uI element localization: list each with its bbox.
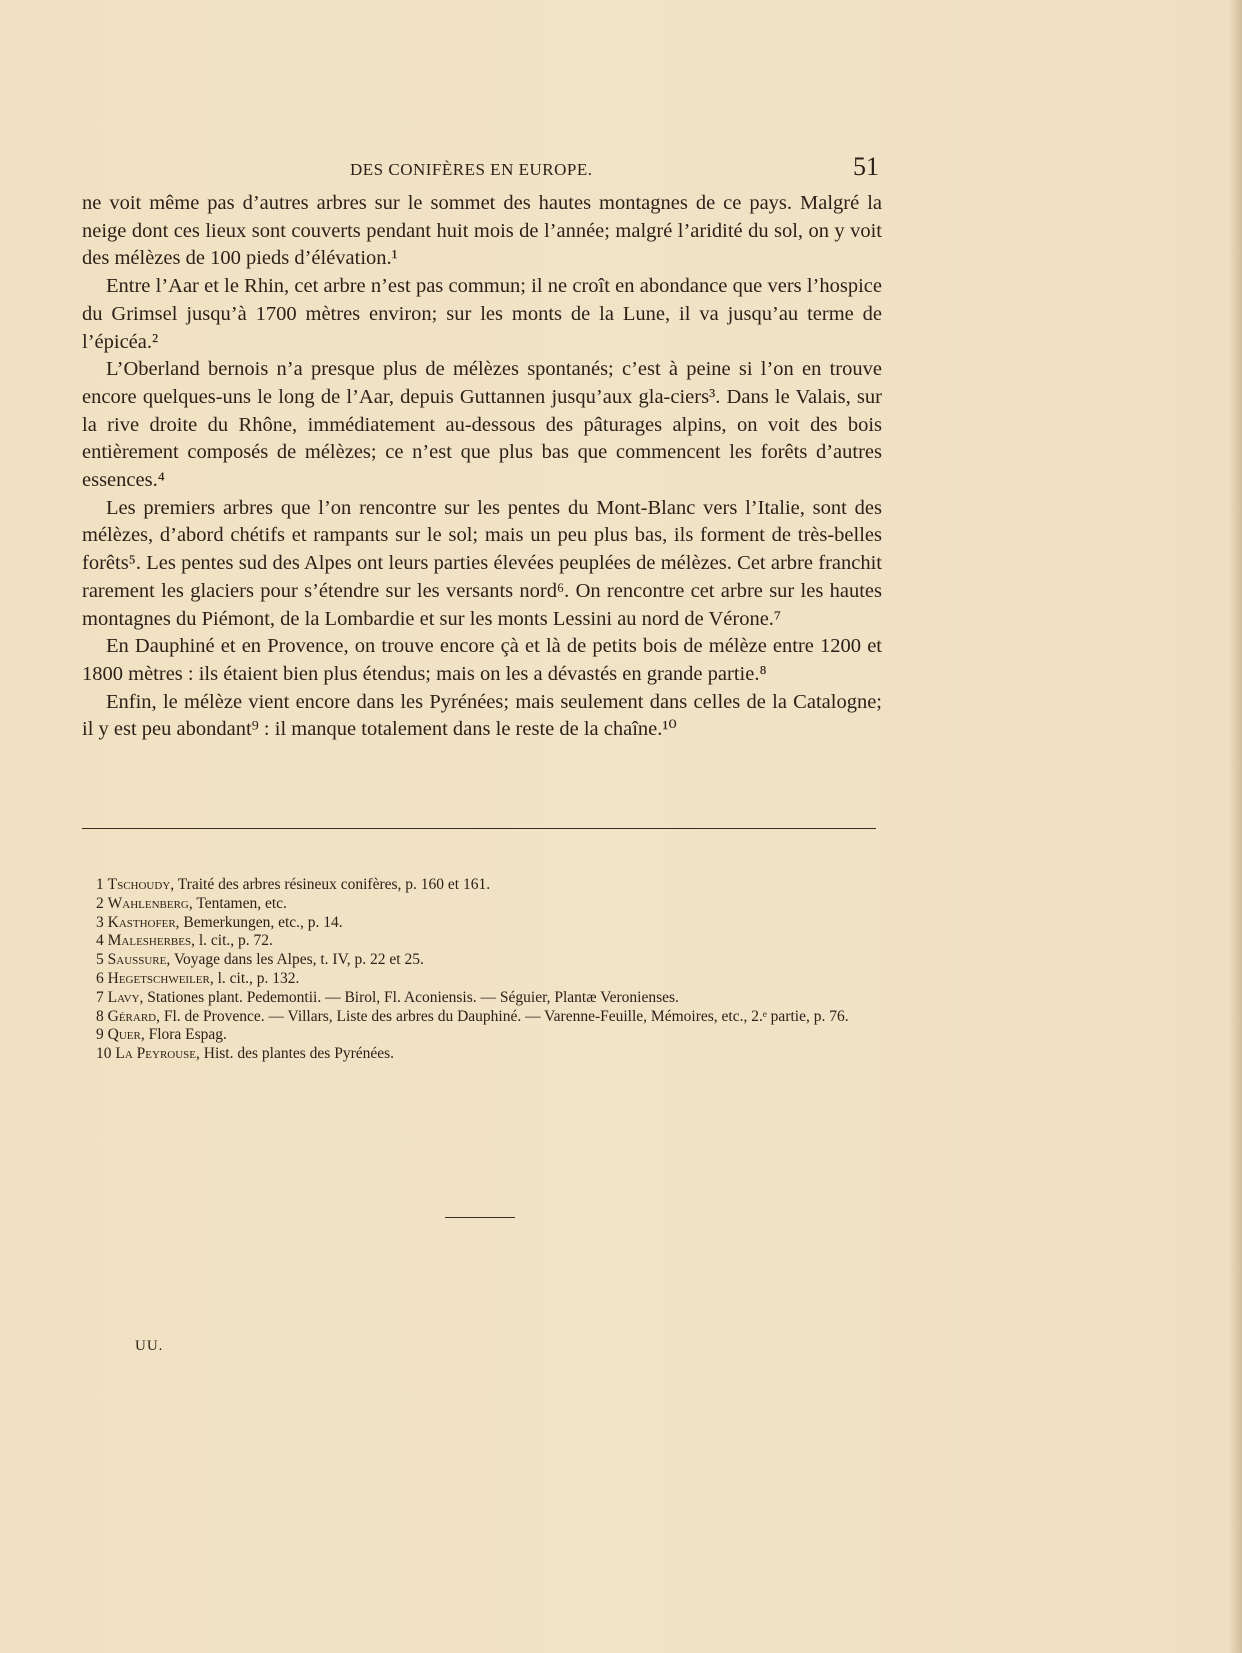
- footnote-text: , Tentamen, etc.: [188, 894, 287, 912]
- running-title: DES CONIFÈRES EN EUROPE.: [350, 160, 593, 179]
- footnote-number: 2: [96, 894, 104, 912]
- footnote-number: 5: [96, 951, 104, 969]
- footnote-text: , Voyage dans les Alpes, t. IV, p. 22 et 25.: [166, 951, 424, 969]
- footnote: [82, 1026, 882, 1045]
- footnote: [82, 914, 882, 933]
- paragraph-3: L’Oberland bernois n’a presque plus de mélèzes spontanés; c’est à peine si l’on en trouve encore quelques-uns le long de l’Aar, depuis Guttannen jusqu’aux gla-ciers³. Dans le Valais, sur la rive droite du Rhône, immédiatement au-dessous des pâturages alpins, on voit des bois entièrement composés de mélèzes; ce n’est que plus bas que commencent les forêts d’autres essences.⁴: [82, 358, 882, 492]
- footnote: [82, 989, 882, 1008]
- paragraph-5: En Dauphiné et en Provence, on trouve encore çà et là de petits bois de mélèze entre 1200 et 1800 mètres : ils étaient bien plus étendus; mais on les a dévastés en grande partie.⁸: [82, 635, 882, 685]
- page-header: [0, 152, 1242, 188]
- footnote-number: 3: [96, 913, 104, 931]
- footnote-author: Quer: [107, 1026, 141, 1044]
- footnote-text: , Bemerkungen, etc., p. 14.: [175, 913, 343, 931]
- footnote-text: , Flora Espag.: [140, 1026, 227, 1044]
- footnote-text: , Fl. de Provence. — Villars, Liste des arbres du Dauphiné. — Varenne-Feuille, Mémoires, etc., 2.ᵉ partie, p. 76.: [156, 1007, 849, 1025]
- footnote: [82, 932, 882, 951]
- footnotes: [82, 876, 882, 1064]
- footnote-author: Gérard: [107, 1007, 157, 1025]
- footnote: [82, 1008, 882, 1027]
- footnote-text: , Traité des arbres résineux conifères, p. 160 et 161.: [170, 876, 491, 893]
- footnote-separator-rule: [82, 828, 876, 829]
- footnote-author: La Peyrouse: [115, 1045, 197, 1063]
- footnote-author: Lavy: [107, 988, 140, 1006]
- paragraph-1: ne voit même pas d’autres arbres sur le sommet des hautes montagnes de ce pays. Malgré la neige dont ces lieux sont couverts pendant huit mois de l’année; malgré l’aridité du sol, on y voit des mélèzes de 100 pieds d’élévation.¹: [82, 192, 882, 270]
- footnote-text: , l. cit., p. 132.: [209, 969, 300, 987]
- main-text: [82, 190, 882, 744]
- footnote-number: 4: [96, 932, 104, 950]
- page-edge-shadow: [1228, 0, 1242, 1653]
- end-rule: [445, 1217, 515, 1218]
- footnote-number: 7: [96, 988, 104, 1006]
- footnote-text: , l. cit., p. 72.: [191, 932, 273, 950]
- footnote-author: Malesherbes: [107, 932, 192, 950]
- footnote-number: 10: [96, 1045, 112, 1063]
- footnote-text: , Stationes plant. Pedemontii. — Birol, Fl. Aconiensis. — Séguier, Plantæ Veronienses.: [139, 988, 679, 1006]
- footnote-author: Wahlenberg: [107, 894, 189, 912]
- paragraph-6: Enfin, le mélèze vient encore dans les Pyrénées; mais seulement dans celles de la Catalogne; il y est peu abondant⁹ : il manque totalement dans le reste de la chaîne.¹⁰: [82, 690, 882, 741]
- signature-mark: UU.: [135, 1338, 164, 1354]
- footnote: [82, 895, 882, 914]
- footnote: [82, 951, 882, 970]
- footnote-number: 9: [96, 1026, 104, 1044]
- footnote-text: , Hist. des plantes des Pyrénées.: [196, 1045, 395, 1063]
- footnote: [82, 876, 882, 895]
- footnote-author: Hegetschweiler: [107, 969, 210, 987]
- page-number: 51: [853, 152, 879, 181]
- paragraph-4: Les premiers arbres que l’on rencontre sur les pentes du Mont-Blanc vers l’Italie, sont des mélèzes, d’abord chétifs et rampants sur le sol; mais un peu plus bas, ils forment de très-belles forêts⁵. Les pentes sud des Alpes ont leurs parties élevées peuplées de mélèzes. Cet arbre franchit rarement les glaciers pour s’étendre sur les versants nord⁶. On rencontre cet arbre sur les hautes montagnes du Piémont, de la Lombardie et sur les monts Lessini au nord de Vérone.⁷: [82, 496, 882, 630]
- footnote: [82, 970, 882, 989]
- footnote-author: Tschoudy: [107, 876, 171, 893]
- footnote-author: Saussure: [107, 951, 167, 969]
- footnote-number: 6: [96, 969, 104, 987]
- footnote-number: 1: [96, 876, 104, 893]
- paragraph-2: Entre l’Aar et le Rhin, cet arbre n’est pas commun; il ne croît en abondance que vers l’hospice du Grimsel jusqu’à 1700 mètres environ; sur les monts de la Lune, il va jusqu’au terme de l’épicéa.²: [82, 275, 882, 353]
- footnote: [82, 1045, 882, 1064]
- footnote-number: 8: [96, 1007, 104, 1025]
- footnote-author: Kasthofer: [107, 913, 176, 931]
